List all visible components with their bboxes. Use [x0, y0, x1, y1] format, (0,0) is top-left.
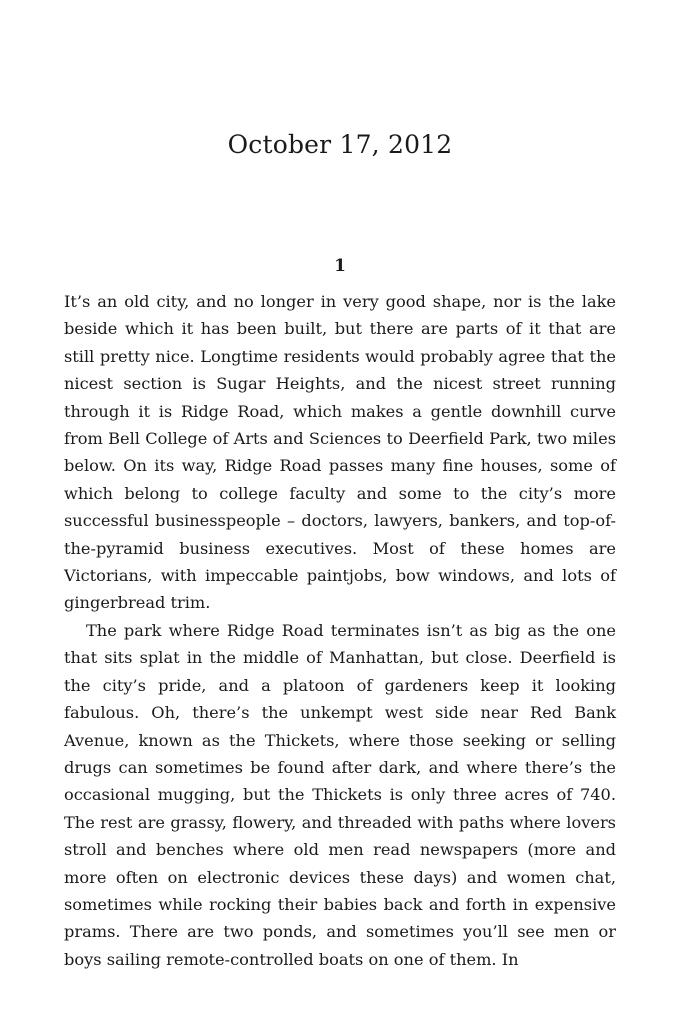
body-text [64, 288, 616, 973]
paragraph-2: The park where Ridge Road terminates isn’t as big as the one that sits splat in the middle of Manhattan, but close. Deerfield is the city’s pride, and a platoon of gardeners keep it looking fabulous. Oh, there’s the unkempt west side near Red Bank Avenue, known as the Thickets, where those seeking or selling drugs can sometimes be found after dark, and where there’s the occasional mugging, but the Thickets is only three acres of 740. The rest are grassy, flowery, and threaded with paths where lovers stroll and benches where old men read newspapers (more and more often on electronic devices these days) and women chat, sometimes while rocking their babies back and forth in expensive prams. There are two ponds, and sometimes you’ll see men or boys sailing remote-controlled boats on one of them. In [64, 620, 616, 969]
section-number: 1 [334, 256, 346, 276]
chapter-date-heading: October 17, 2012 [227, 130, 453, 159]
paragraph-1: It’s an old city, and no longer in very good shape, nor is the lake beside which it has been built, but there are parts of it that are still pretty nice. Longtime residents would probably agree that the nicest section is Sugar Heights, and the nicest street running through it is Ridge Road, which makes a gentle downhill curve from Bell College of Arts and Sciences to Deerfield Park, two miles below. On its way, Ridge Road passes many fine houses, some of which belong to college faculty and some to the city’s more successful businesspeople – doctors, lawyers, bankers, and top-of-the-pyramid business executives. Most of these homes are Victorians, with impeccable paintjobs, bow windows, and lots of gingerbread trim. [64, 292, 616, 613]
